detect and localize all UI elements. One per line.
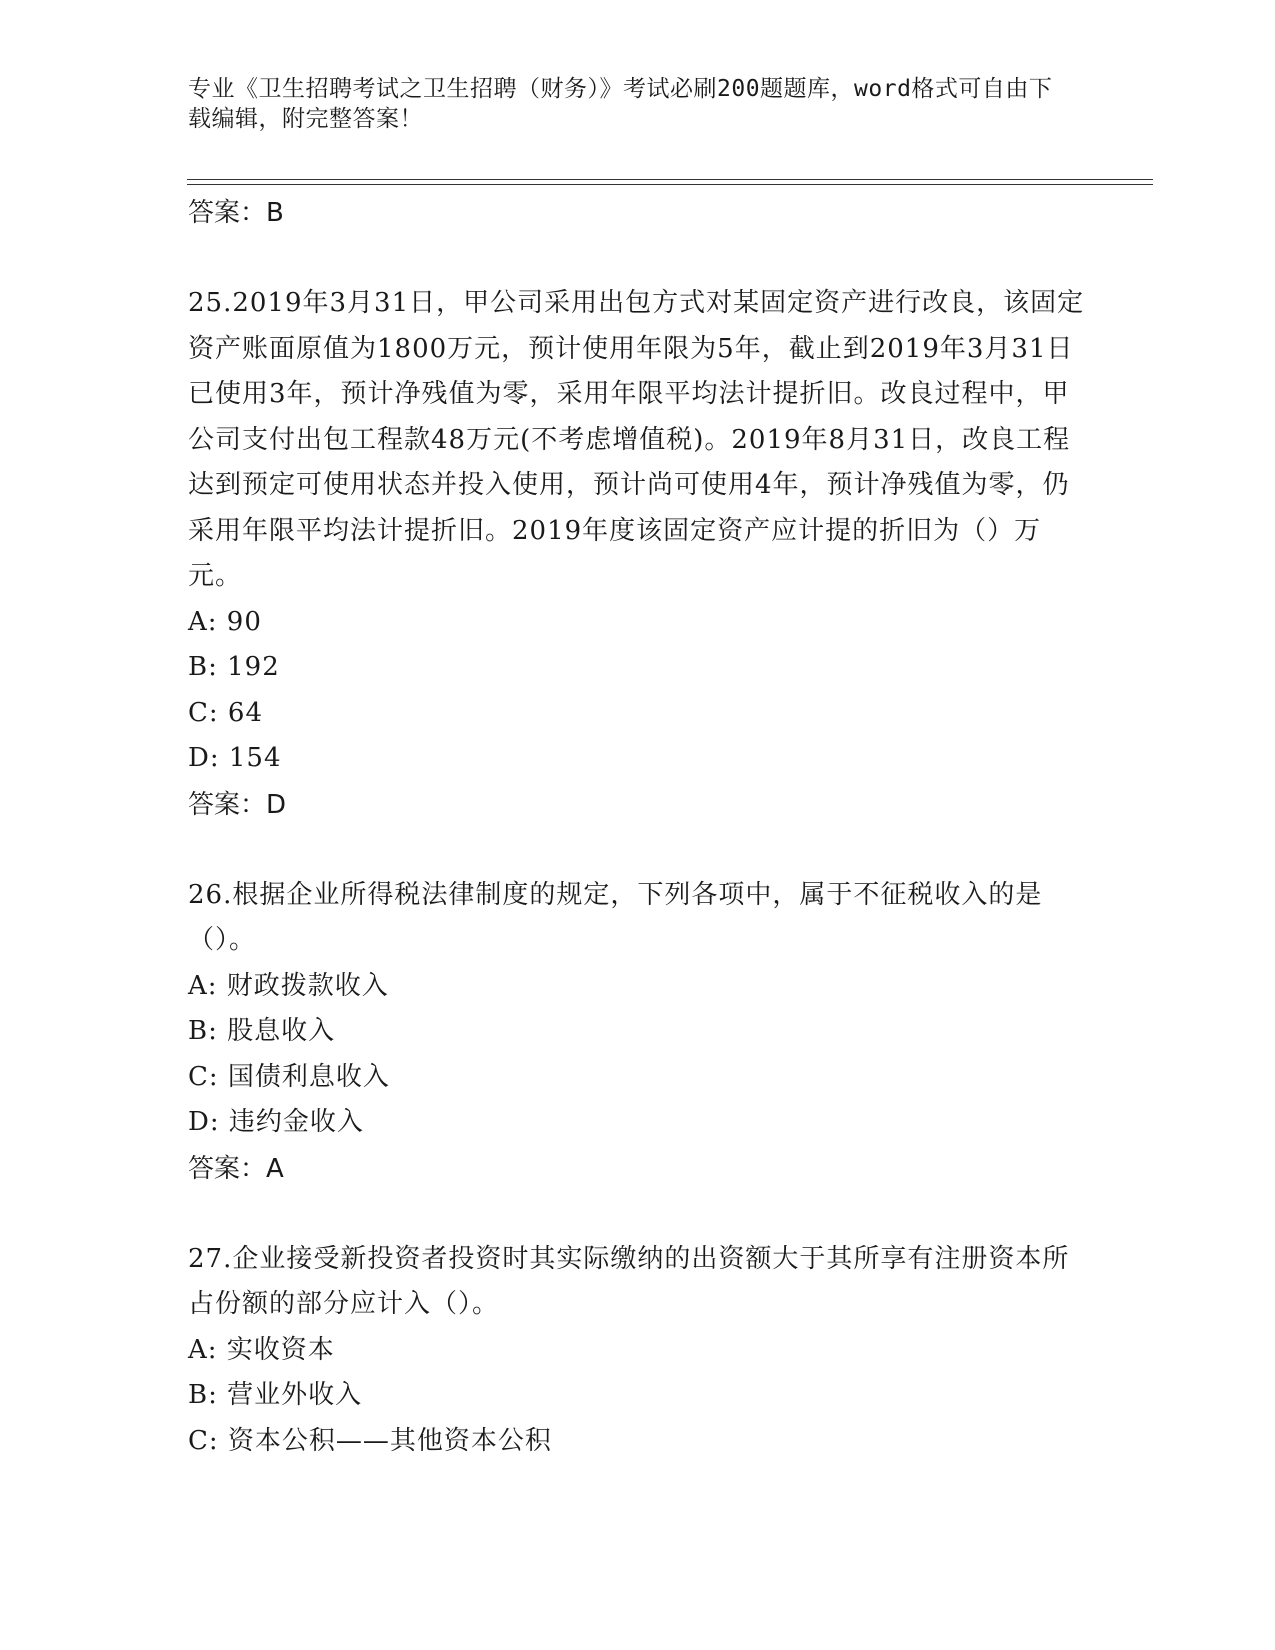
page-content — [188, 190, 1088, 1464]
question-27-option-b: B: 营业外收入 — [188, 1380, 363, 1410]
answer-24: 答案：B — [188, 198, 284, 228]
question-26 — [188, 873, 1088, 1192]
question-27-text: 27.企业接受新投资者投资时其实际缴纳的出资额大于其所享有注册资本所占份额的部分应计入（）。 — [188, 1243, 1070, 1319]
question-27 — [188, 1237, 1088, 1465]
question-25-answer: 答案：D — [188, 789, 287, 820]
question-26-option-d: D: 违约金收入 — [188, 1107, 364, 1137]
question-25 — [188, 281, 1088, 828]
question-26-option-c: C: 国债利息收入 — [188, 1061, 390, 1092]
question-25-option-c: C: 64 — [188, 697, 264, 728]
question-25-option-d: D: 154 — [188, 743, 282, 773]
question-26-answer: 答案：A — [188, 1153, 284, 1184]
page-header: 专业《卫生招聘考试之卫生招聘（财务）》考试必刷200题题库，word格式可自由下载编辑，附完整答案！ — [188, 76, 1053, 132]
question-25-text: 25.2019年3月31日，甲公司采用出包方式对某固定资产进行改良，该固定资产账面原值为1800万元，预计使用年限为5年，截止到2019年3月31日已使用3年，预计净残值为零，采用年限平均法计提折旧。改良过程中，甲公司支付出包工程款48万元(不考虑增值税)。2019年8月31日，改良工程达到预定可使用状态并投入使用，预计尚可使用4年，预计净残值为零，仍采用年限平均法计提折旧。2019年度该固定资产应计提的折旧为（）万元。 — [188, 288, 1085, 591]
question-26-option-a: A: 财政拨款收入 — [188, 970, 389, 1001]
question-27-option-a: A: 实收资本 — [188, 1334, 335, 1365]
question-25-option-b: B: 192 — [188, 652, 280, 682]
header-rule-bottom — [187, 184, 1153, 185]
header-rule-top — [187, 179, 1153, 180]
question-25-option-a: A: 90 — [188, 606, 262, 637]
question-26-text: 26.根据企业所得税法律制度的规定，下列各项中，属于不征税收入的是（）。 — [188, 879, 1043, 955]
question-26-option-b: B: 股息收入 — [188, 1016, 336, 1046]
question-27-option-c: C: 资本公积——其他资本公积 — [188, 1425, 552, 1456]
